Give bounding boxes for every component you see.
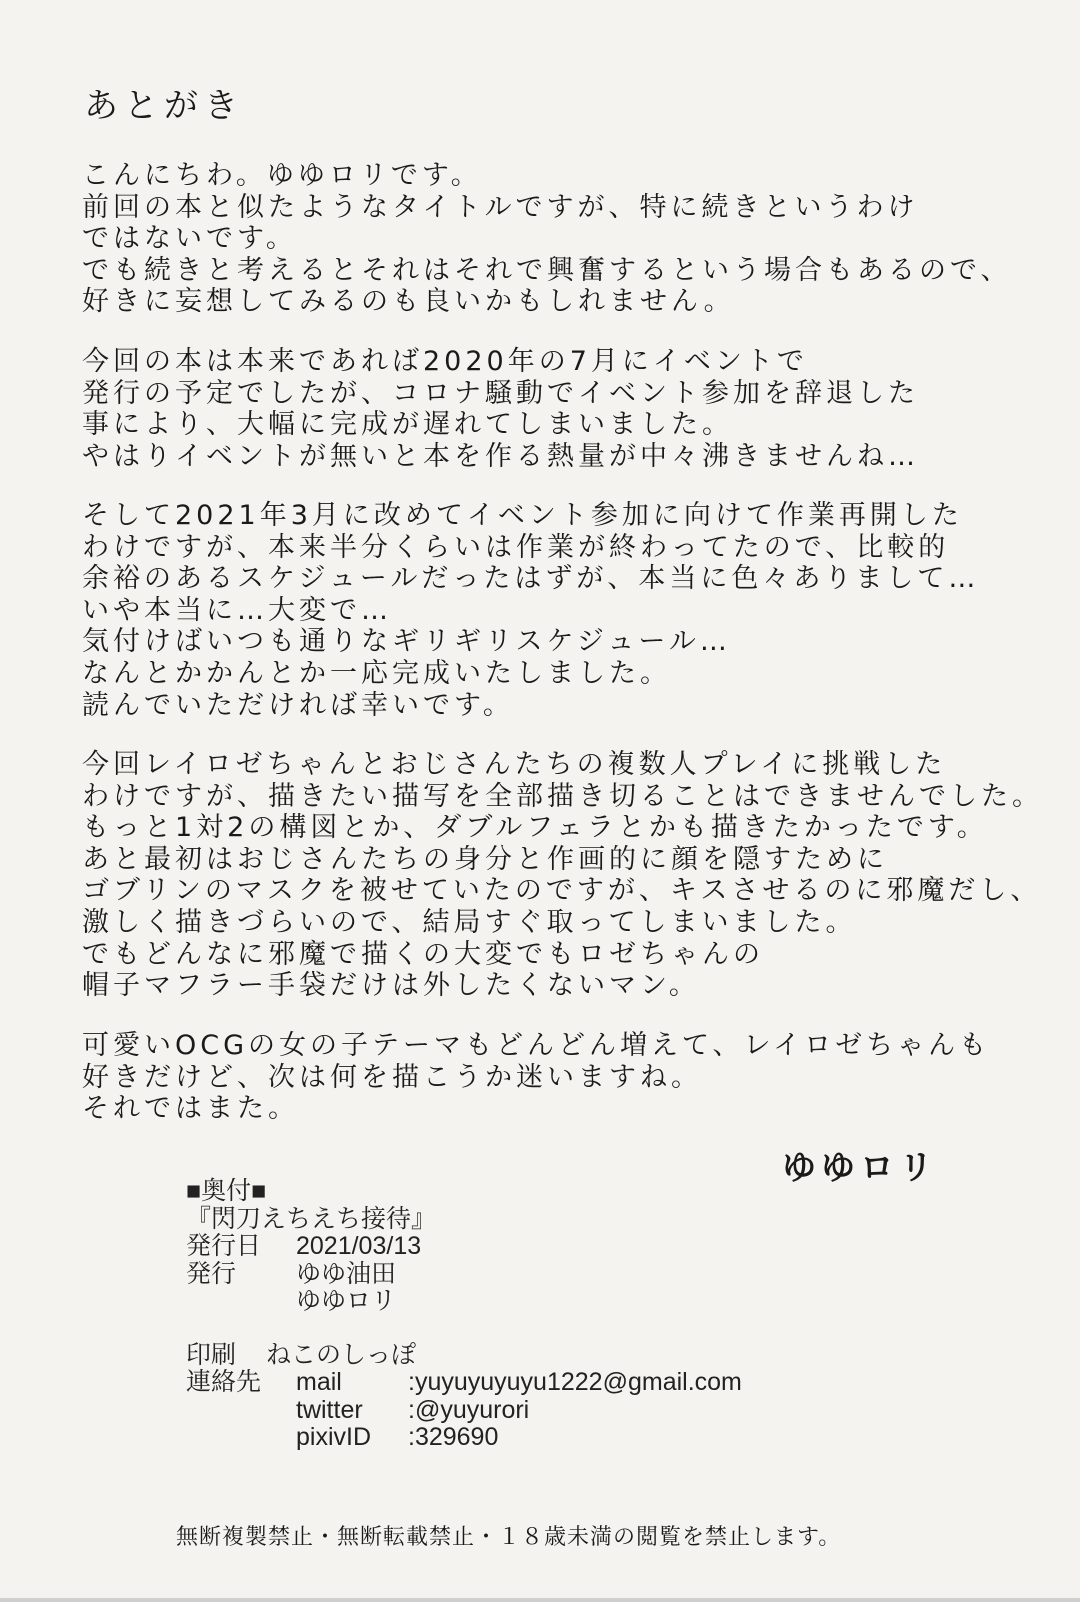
release-date: 2021/03/13 (296, 1232, 422, 1260)
printer-label: 印刷 (186, 1340, 237, 1369)
colophon (186, 1177, 742, 1452)
book-title: 『閃刀えちえち接待』 (186, 1204, 437, 1233)
publisher-name: ゆゆ油田 (296, 1259, 397, 1288)
paragraph-3 (82, 500, 979, 721)
contact-type: twitter (296, 1395, 363, 1424)
page-title: あとがき (84, 86, 244, 126)
text-line: 激しく描きづらいので、結局すぐ取ってしまいました。 (82, 906, 857, 938)
text-line: あと最初はおじさんたちの身分と作画的に顔を隠すために (82, 843, 888, 875)
paragraph-4 (82, 749, 1043, 1002)
text-line: 好きに妄想してみるのも良いかもしれません。 (82, 286, 735, 318)
text-line: なんとかかんとか一応完成いたしました。 (82, 657, 671, 689)
publisher-label: 発行 (186, 1259, 237, 1288)
text-line: わけですが、描きたい描写を全部描き切ることはできませんでした。 (82, 780, 1043, 812)
text-line: もっと1対2の構図とか、ダブルフェラとかも描きたかったです。 (82, 812, 988, 844)
release-label: 発行日 (186, 1232, 262, 1260)
text-line: 事により、大幅に完成が遅れてしまいました。 (82, 409, 733, 441)
text-line: 今回の本は本来であれば2020年の7月にイベントで (82, 346, 808, 377)
publisher-row (186, 1261, 436, 1289)
contact-label: 連絡先 (186, 1368, 262, 1396)
contact-row (186, 1395, 530, 1425)
text-line: でもどんなに邪魔で描くの大変でもロゼちゃんの (82, 938, 764, 970)
contact-value: :329690 (408, 1423, 499, 1451)
publisher-row (186, 1288, 436, 1316)
text-line: ではないです。 (82, 223, 297, 255)
text-line: 発行の予定でしたが、コロナ騒動でイベント参加を辞退した (82, 377, 919, 409)
contact-row (186, 1423, 499, 1452)
printer-row (186, 1342, 436, 1370)
text-line: わけですが、本来半分くらいは作業が終わってたので、比較的 (82, 531, 950, 563)
paragraph-1 (82, 160, 1011, 318)
printer-name: ねこのしっぽ (266, 1340, 417, 1369)
text-line: でも続きと考えるとそれはそれで興奮するという場合もあるので、 (82, 254, 1012, 286)
publisher-name: ゆゆロリ (296, 1287, 397, 1315)
paragraph-2 (82, 346, 919, 472)
text-line: こんにちわ。ゆゆロリです。 (82, 160, 482, 191)
page-edge (0, 1598, 1080, 1602)
contact-row (186, 1368, 742, 1397)
text-line: 気付けばいつも通りなギリギリスケジュール… (82, 626, 731, 658)
text-line: 好きだけど、次は何を描こうか迷いますね。 (82, 1061, 702, 1093)
text-line: そして2021年3月に改めてイベント参加に向けて作業再開した (82, 500, 963, 531)
text-line: 読んでいただければ幸いです。 (82, 689, 514, 721)
release-row (186, 1233, 436, 1261)
colophon-header: ■奥付■ (186, 1177, 267, 1205)
spacer (186, 1316, 436, 1342)
text-line: 余裕のあるスケジュールだったはずが、本当に色々ありまして… (82, 563, 980, 595)
contact-type: mail (296, 1368, 342, 1396)
contact-value: :@yuyurori (408, 1395, 530, 1424)
text-line: やはりイベントが無いと本を作る熱量が中々沸きませんね… (82, 440, 919, 472)
author-signature: ゆゆロリ (782, 1148, 938, 1188)
text-line: 帽子マフラー手袋だけは外したくないマン。 (82, 970, 700, 1002)
contact-value: :yuyuyuyuyu1222@gmail.com (408, 1368, 742, 1396)
text-line: 前回の本と似たようなタイトルですが、特に続きというわけ (82, 191, 919, 223)
text-line: 今回レイロゼちゃんとおじさんたちの複数人プレイに挑戦した (82, 749, 947, 780)
text-line: ゴブリンのマスクを被せていたのですが、キスさせるのに邪魔だし、 (82, 875, 1042, 907)
text-line: いや本当に…大変で… (82, 594, 392, 626)
text-line: 可愛いOCGの女の子テーマもどんどん増えて、レイロゼちゃんも (82, 1030, 991, 1061)
copyright-notice: 無断複製禁止・無断転載禁止・１８歳未満の閲覧を禁止します。 (176, 1524, 842, 1549)
contact-type: pixivID (296, 1423, 372, 1451)
text-line: それではまた。 (82, 1093, 299, 1125)
paragraph-5 (82, 1030, 990, 1125)
